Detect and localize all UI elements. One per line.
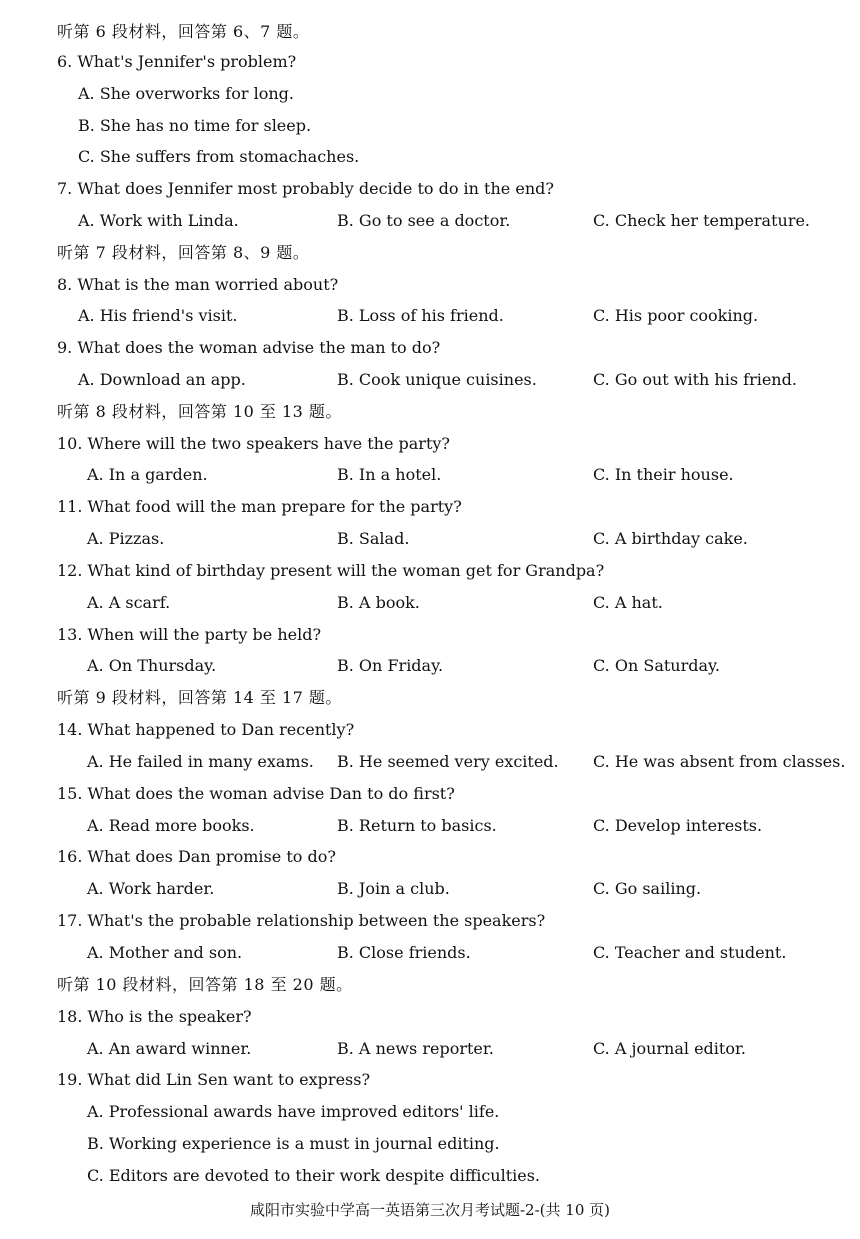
section-heading-8 xyxy=(0,398,860,426)
option-a: A. Download an app. xyxy=(78,370,246,389)
question-19-option-c xyxy=(0,1162,860,1190)
question-16-stem xyxy=(0,843,860,871)
section-heading-text: 听第 6 段材料，回答第 6、7 题。 xyxy=(57,22,310,41)
question-11-stem xyxy=(0,493,860,521)
section-heading-6 xyxy=(0,18,860,46)
question-stem: 6. What's Jennifer's problem? xyxy=(57,52,297,71)
question-15-options xyxy=(0,812,860,840)
question-stem: 8. What is the man worried about? xyxy=(57,275,339,294)
option-b: B. Loss of his friend. xyxy=(337,306,504,325)
question-stem: 9. What does the woman advise the man to do? xyxy=(57,338,441,357)
question-stem: 18. Who is the speaker? xyxy=(57,1007,252,1026)
option-a: A. Professional awards have improved editors' life. xyxy=(87,1102,500,1121)
question-12-stem xyxy=(0,557,860,585)
option-c: C. He was absent from classes. xyxy=(593,752,846,771)
option-a: A. Work with Linda. xyxy=(78,211,239,230)
page-footer: 咸阳市实验中学高一英语第三次月考试题-2-(共 10 页) xyxy=(249,1201,610,1219)
question-8-stem xyxy=(0,271,860,299)
option-a: A. Work harder. xyxy=(87,879,215,898)
option-c: C. A journal editor. xyxy=(593,1039,746,1058)
option-b: B. A news reporter. xyxy=(337,1039,494,1058)
section-heading-text: 听第 7 段材料，回答第 8、9 题。 xyxy=(57,243,310,262)
option-a: A. Read more books. xyxy=(87,816,255,835)
section-heading-9 xyxy=(0,684,860,712)
question-6-option-c xyxy=(0,143,860,171)
question-19-option-a xyxy=(0,1098,860,1126)
option-c: C. His poor cooking. xyxy=(593,306,759,325)
option-c: C. Teacher and student. xyxy=(593,943,787,962)
option-a: A. She overworks for long. xyxy=(78,84,294,103)
option-c: C. Check her temperature. xyxy=(593,211,811,230)
option-b: B. She has no time for sleep. xyxy=(78,116,312,135)
option-a: A. His friend's visit. xyxy=(78,306,238,325)
option-a: A. On Thursday. xyxy=(87,656,217,675)
question-stem: 11. What food will the man prepare for the party? xyxy=(57,497,462,516)
question-15-stem xyxy=(0,780,860,808)
question-6-option-b xyxy=(0,112,860,140)
question-stem: 10. Where will the two speakers have the party? xyxy=(57,434,450,453)
option-a: A. In a garden. xyxy=(87,465,208,484)
question-16-options xyxy=(0,875,860,903)
question-stem: 14. What happened to Dan recently? xyxy=(57,720,355,739)
option-b: B. Close friends. xyxy=(337,943,471,962)
option-c: C. Editors are devoted to their work despite difficulties. xyxy=(87,1166,541,1185)
question-19-option-b xyxy=(0,1130,860,1158)
option-a: A. Pizzas. xyxy=(87,529,165,548)
option-b: B. On Friday. xyxy=(337,656,444,675)
option-c: C. In their house. xyxy=(593,465,734,484)
question-17-options xyxy=(0,939,860,967)
section-heading-7 xyxy=(0,239,860,267)
option-b: B. Go to see a doctor. xyxy=(337,211,511,230)
option-a: A. A scarf. xyxy=(87,593,171,612)
question-6-option-a xyxy=(0,80,860,108)
option-b: B. Salad. xyxy=(337,529,410,548)
question-9-options xyxy=(0,366,860,394)
option-b: B. He seemed very excited. xyxy=(337,752,559,771)
option-c: C. A birthday cake. xyxy=(593,529,748,548)
question-17-stem xyxy=(0,907,860,935)
section-heading-text: 听第 10 段材料，回答第 18 至 20 题。 xyxy=(57,975,353,994)
option-c: C. Develop interests. xyxy=(593,816,763,835)
question-18-stem xyxy=(0,1003,860,1031)
option-c: C. Go out with his friend. xyxy=(593,370,797,389)
question-14-stem xyxy=(0,716,860,744)
option-c: C. On Saturday. xyxy=(593,656,721,675)
question-stem: 12. What kind of birthday present will the woman get for Grandpa? xyxy=(57,561,605,580)
option-b: B. Return to basics. xyxy=(337,816,497,835)
question-stem: 16. What does Dan promise to do? xyxy=(57,847,336,866)
section-heading-10 xyxy=(0,971,860,999)
option-b: B. Working experience is a must in journal editing. xyxy=(87,1134,500,1153)
option-c: C. She suffers from stomachaches. xyxy=(78,147,360,166)
option-b: B. A book. xyxy=(337,593,420,612)
option-c: C. Go sailing. xyxy=(593,879,702,898)
option-b: B. In a hotel. xyxy=(337,465,442,484)
option-a: A. Mother and son. xyxy=(87,943,243,962)
option-a: A. An award winner. xyxy=(87,1039,252,1058)
section-heading-text: 听第 8 段材料，回答第 10 至 13 题。 xyxy=(57,402,342,421)
question-13-stem xyxy=(0,621,860,649)
question-10-stem xyxy=(0,430,860,458)
question-18-options xyxy=(0,1035,860,1063)
question-9-stem xyxy=(0,334,860,362)
option-a: A. He failed in many exams. xyxy=(87,752,314,771)
question-7-options xyxy=(0,207,860,235)
question-11-options xyxy=(0,525,860,553)
question-13-options xyxy=(0,652,860,680)
option-b: B. Cook unique cuisines. xyxy=(337,370,537,389)
option-b: B. Join a club. xyxy=(337,879,450,898)
question-19-stem xyxy=(0,1066,860,1094)
question-12-options xyxy=(0,589,860,617)
question-7-stem xyxy=(0,175,860,203)
question-stem: 19. What did Lin Sen want to express? xyxy=(57,1070,371,1089)
question-stem: 7. What does Jennifer most probably decide to do in the end? xyxy=(57,179,554,198)
question-stem: 17. What's the probable relationship between the speakers? xyxy=(57,911,546,930)
question-6-stem xyxy=(0,48,860,76)
section-heading-text: 听第 9 段材料，回答第 14 至 17 题。 xyxy=(57,688,342,707)
question-14-options xyxy=(0,748,860,776)
question-8-options xyxy=(0,302,860,330)
option-c: C. A hat. xyxy=(593,593,663,612)
question-10-options xyxy=(0,461,860,489)
question-stem: 13. When will the party be held? xyxy=(57,625,322,644)
question-stem: 15. What does the woman advise Dan to do first? xyxy=(57,784,455,803)
